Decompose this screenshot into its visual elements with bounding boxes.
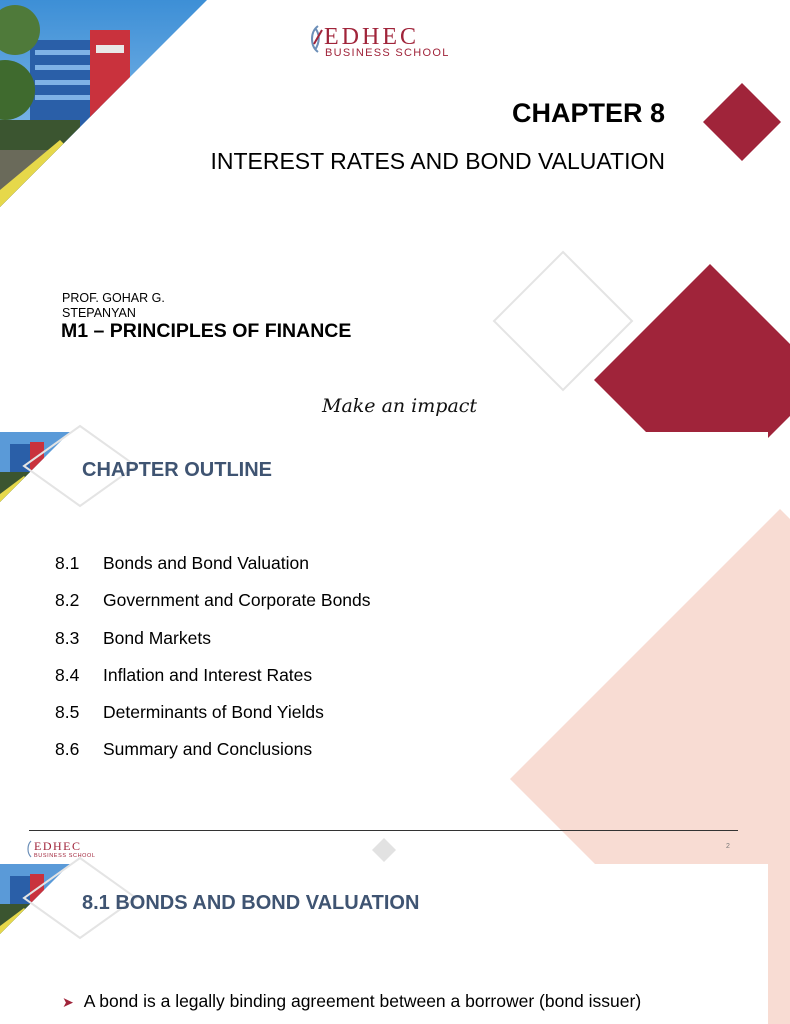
bullet-point: ➤ A bond is a legally binding agreement between a borrower (bond issuer) xyxy=(62,991,642,1011)
svg-text:BUSINESS SCHOOL: BUSINESS SCHOOL xyxy=(325,47,450,59)
page-number: 2 xyxy=(726,843,730,850)
tagline-signature xyxy=(320,390,478,424)
section-heading: 8.1 BONDS AND BOND VALUATION xyxy=(82,892,420,914)
professor-name: PROF. GOHAR G. STEPANYAN xyxy=(62,291,165,320)
outline-list xyxy=(55,553,371,777)
svg-text:BUSINESS SCHOOL: BUSINESS SCHOOL xyxy=(34,853,96,859)
list-item: 8.5 Determinants of Bond Yields xyxy=(55,702,324,723)
svg-text:EDHEC: EDHEC xyxy=(324,24,419,50)
list-item: 8.3 Bond Markets xyxy=(55,627,211,648)
outline-heading: CHAPTER OUTLINE xyxy=(82,459,272,481)
grey-diamond xyxy=(371,837,397,863)
list-item: 8.1 Bonds and Bond Valuation xyxy=(55,553,309,573)
slide-title xyxy=(0,0,768,432)
red-diamond-small xyxy=(700,80,790,170)
svg-text:EDHEC: EDHEC xyxy=(34,839,82,853)
course-title: M1 – PRINCIPLES OF FINANCE xyxy=(61,320,352,342)
slide-bonds xyxy=(0,864,768,1024)
edhec-logo-small xyxy=(26,838,106,860)
red-diamond-large xyxy=(596,262,768,432)
slide-outline xyxy=(0,432,768,864)
arrow-bullet-icon: ➤ xyxy=(62,994,74,1010)
chapter-number: CHAPTER 8 xyxy=(511,98,665,128)
campus-photo xyxy=(0,0,210,210)
svg-text:Make an impact: Make an impact xyxy=(322,395,478,417)
chapter-title: INTEREST RATES AND BOND VALUATION xyxy=(210,148,665,174)
list-item: 8.4 Inflation and Interest Rates xyxy=(55,664,313,685)
footer-rule xyxy=(29,830,738,831)
peach-diamond xyxy=(508,472,768,864)
edhec-logo xyxy=(308,20,458,60)
list-item: 8.2 Government and Corporate Bonds xyxy=(55,590,371,611)
list-item: 8.6 Summary and Conclusions xyxy=(55,739,313,760)
